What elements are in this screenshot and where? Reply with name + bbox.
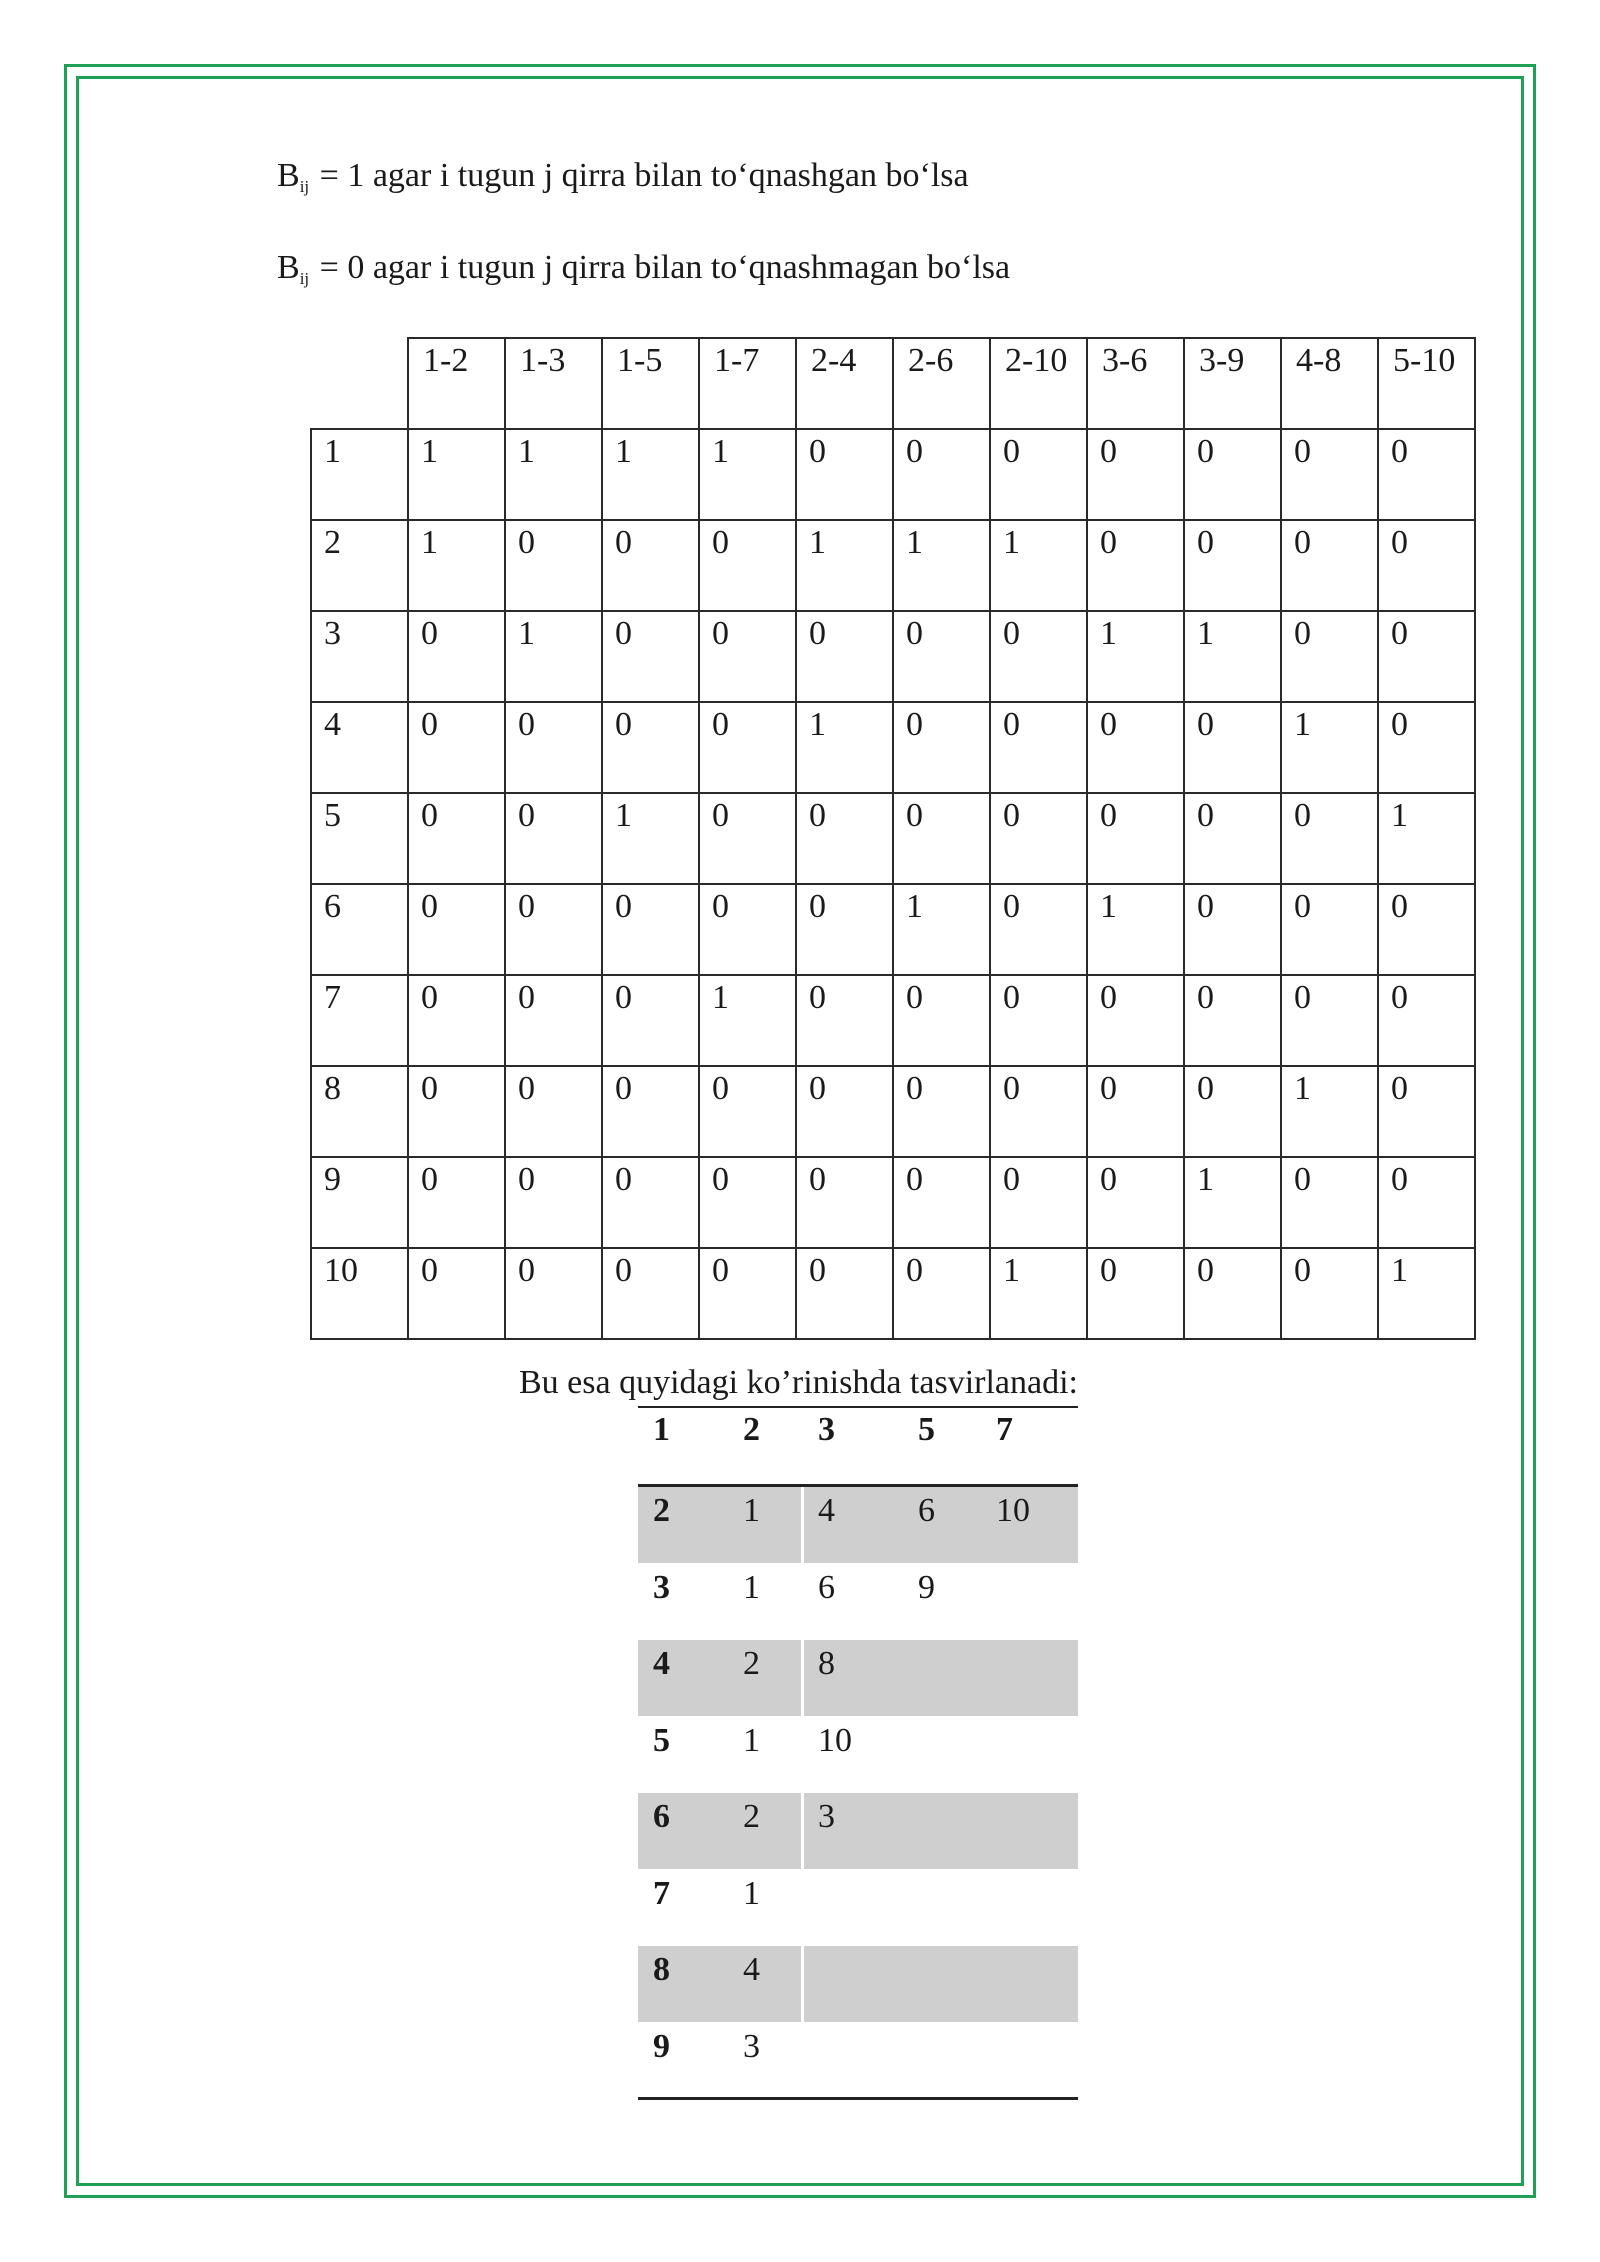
matrix-cell: 0 — [990, 975, 1087, 1066]
definition-line-1 — [277, 156, 969, 207]
matrix-cell: 0 — [1281, 1248, 1378, 1339]
adjacency-neighbor: 10 — [818, 1721, 852, 1759]
matrix-cell: 0 — [408, 1248, 505, 1339]
column-header: 1-7 — [699, 338, 796, 429]
column-header: 3-9 — [1184, 338, 1281, 429]
matrix-cell: 0 — [1281, 429, 1378, 520]
matrix-cell: 0 — [505, 1248, 602, 1339]
matrix-cell: 0 — [699, 793, 796, 884]
adjacency-neighbor: 1 — [743, 1492, 760, 1529]
adjacency-neighbor: 1 — [743, 1568, 760, 1606]
adjacency-node: 4 — [653, 1645, 670, 1682]
column-header: 2-10 — [990, 338, 1087, 429]
node-label: 9 — [311, 1157, 408, 1248]
incidence-row — [311, 975, 1475, 1066]
matrix-cell: 1 — [408, 429, 505, 520]
adjacency-neighbor: 8 — [818, 1645, 835, 1682]
ij-subscript: ij — [299, 269, 310, 288]
matrix-cell: 0 — [1184, 702, 1281, 793]
matrix-cell: 0 — [893, 611, 990, 702]
adjacency-node: 7 — [653, 1874, 670, 1912]
matrix-cell: 0 — [1378, 429, 1475, 520]
matrix-cell: 0 — [1184, 1248, 1281, 1339]
adjacency-row — [638, 1640, 1078, 1716]
matrix-cell: 0 — [602, 520, 699, 611]
adjacency-row — [638, 1717, 1078, 1793]
matrix-cell: 0 — [990, 702, 1087, 793]
matrix-cell: 0 — [1378, 520, 1475, 611]
matrix-cell: 0 — [1184, 1066, 1281, 1157]
matrix-cell: 1 — [1378, 1248, 1475, 1339]
definition-text: = 0 agar i tugun j qirra bilan to‘qnashmagan bo‘lsa — [311, 249, 1011, 286]
definition-text: = 1 agar i tugun j qirra bilan to‘qnashgan bo‘lsa — [311, 157, 969, 194]
matrix-cell: 0 — [1378, 611, 1475, 702]
matrix-cell: 1 — [796, 702, 893, 793]
matrix-cell: 0 — [505, 1157, 602, 1248]
matrix-cell: 1 — [408, 520, 505, 611]
matrix-cell: 0 — [602, 1157, 699, 1248]
adjacency-neighbor: 6 — [918, 1492, 935, 1529]
adjacency-node: 8 — [653, 1951, 670, 1988]
matrix-cell: 0 — [1281, 793, 1378, 884]
node-label: 3 — [311, 611, 408, 702]
adjacency-neighbor: 4 — [743, 1951, 760, 1988]
matrix-cell: 0 — [796, 975, 893, 1066]
incidence-row — [311, 702, 1475, 793]
matrix-cell: 0 — [990, 1157, 1087, 1248]
column-header: 3-6 — [1087, 338, 1184, 429]
adjacency-header-cell: 2 — [743, 1411, 760, 1448]
definition-line-2 — [277, 248, 1010, 299]
matrix-cell: 0 — [408, 793, 505, 884]
matrix-cell: 0 — [1281, 884, 1378, 975]
matrix-cell: 1 — [602, 793, 699, 884]
matrix-cell: 0 — [408, 1157, 505, 1248]
row-shade — [804, 1640, 1078, 1716]
matrix-cell: 0 — [796, 1066, 893, 1157]
matrix-cell: 0 — [602, 702, 699, 793]
matrix-cell: 0 — [1378, 1157, 1475, 1248]
matrix-cell: 1 — [893, 884, 990, 975]
matrix-cell: 1 — [1378, 793, 1475, 884]
adjacency-header-row — [638, 1406, 1078, 1482]
matrix-cell: 0 — [408, 884, 505, 975]
matrix-cell: 0 — [990, 429, 1087, 520]
matrix-cell: 0 — [1281, 1157, 1378, 1248]
incidence-row — [311, 429, 1475, 520]
matrix-cell: 0 — [1378, 884, 1475, 975]
matrix-cell: 0 — [505, 1066, 602, 1157]
incidence-row — [311, 520, 1475, 611]
matrix-cell: 1 — [602, 429, 699, 520]
matrix-cell: 1 — [796, 520, 893, 611]
matrix-cell: 0 — [796, 429, 893, 520]
matrix-cell: 0 — [408, 611, 505, 702]
column-header: 5-10 — [1378, 338, 1475, 429]
matrix-cell: 0 — [1087, 429, 1184, 520]
matrix-cell: 1 — [990, 520, 1087, 611]
adjacency-node: 3 — [653, 1568, 670, 1606]
matrix-cell: 0 — [1087, 793, 1184, 884]
node-label: 6 — [311, 884, 408, 975]
matrix-cell: 0 — [1184, 793, 1281, 884]
matrix-cell: 0 — [796, 884, 893, 975]
column-header: 4-8 — [1281, 338, 1378, 429]
matrix-cell: 0 — [893, 1157, 990, 1248]
matrix-cell: 0 — [1087, 702, 1184, 793]
adjacency-header-cell: 3 — [818, 1411, 835, 1448]
column-header: 1-5 — [602, 338, 699, 429]
caption: Bu esa quyidagi ko’rinishda tasvirlanadi: — [519, 1364, 1078, 1401]
node-label: 1 — [311, 429, 408, 520]
node-label: 8 — [311, 1066, 408, 1157]
adjacency-row — [638, 1487, 1078, 1563]
adjacency-header-cell: 5 — [918, 1411, 935, 1448]
matrix-cell: 0 — [699, 611, 796, 702]
incidence-row — [311, 793, 1475, 884]
adjacency-node: 9 — [653, 2027, 670, 2065]
matrix-cell: 0 — [1184, 884, 1281, 975]
adjacency-node: 5 — [653, 1721, 670, 1759]
incidence-row — [311, 1066, 1475, 1157]
matrix-cell: 0 — [796, 793, 893, 884]
matrix-cell: 1 — [505, 611, 602, 702]
ij-subscript: ij — [299, 177, 310, 196]
incidence-row — [311, 1157, 1475, 1248]
row-shade — [804, 1487, 1078, 1563]
column-header: 2-4 — [796, 338, 893, 429]
matrix-cell: 0 — [893, 975, 990, 1066]
incidence-header-row — [311, 338, 1475, 429]
matrix-cell: 0 — [990, 884, 1087, 975]
bottom-rule — [638, 2097, 1078, 2100]
adjacency-neighbor: 2 — [743, 1645, 760, 1682]
matrix-cell: 0 — [1087, 1248, 1184, 1339]
matrix-cell: 0 — [1378, 975, 1475, 1066]
matrix-cell: 0 — [1281, 520, 1378, 611]
matrix-cell: 0 — [1378, 1066, 1475, 1157]
matrix-cell: 0 — [505, 702, 602, 793]
adjacency-node: 6 — [653, 1798, 670, 1835]
column-header: 1-2 — [408, 338, 505, 429]
corner-cell — [311, 338, 408, 429]
matrix-cell: 1 — [1184, 1157, 1281, 1248]
adjacency-neighbor: 1 — [743, 1874, 760, 1912]
matrix-cell: 0 — [505, 884, 602, 975]
matrix-cell: 0 — [602, 611, 699, 702]
incidence-matrix-table — [310, 337, 1476, 1340]
matrix-cell: 1 — [1087, 611, 1184, 702]
matrix-cell: 0 — [893, 1248, 990, 1339]
matrix-cell: 0 — [699, 1157, 796, 1248]
adjacency-row — [638, 1793, 1078, 1869]
matrix-cell: 0 — [505, 520, 602, 611]
matrix-cell: 0 — [699, 884, 796, 975]
matrix-cell: 1 — [1087, 884, 1184, 975]
matrix-cell: 0 — [893, 1066, 990, 1157]
matrix-cell: 0 — [1378, 702, 1475, 793]
node-label: 2 — [311, 520, 408, 611]
matrix-cell: 0 — [699, 520, 796, 611]
matrix-cell: 0 — [1184, 520, 1281, 611]
row-shade — [804, 1946, 1078, 2022]
matrix-cell: 0 — [990, 611, 1087, 702]
adjacency-header-cell: 7 — [996, 1411, 1013, 1448]
matrix-cell: 1 — [1281, 1066, 1378, 1157]
adjacency-neighbor: 4 — [818, 1492, 835, 1529]
matrix-cell: 0 — [893, 793, 990, 884]
node-label: 5 — [311, 793, 408, 884]
matrix-cell: 0 — [796, 1157, 893, 1248]
node-label: 7 — [311, 975, 408, 1066]
adjacency-neighbor: 3 — [743, 2027, 760, 2065]
matrix-cell: 0 — [1281, 611, 1378, 702]
matrix-cell: 0 — [1087, 975, 1184, 1066]
adjacency-neighbor: 1 — [743, 1721, 760, 1759]
matrix-cell: 0 — [990, 1066, 1087, 1157]
matrix-cell: 0 — [699, 1066, 796, 1157]
adjacency-row — [638, 1946, 1078, 2022]
b-variable: B — [277, 157, 300, 194]
matrix-cell: 0 — [699, 702, 796, 793]
adjacency-node: 2 — [653, 1492, 670, 1529]
matrix-cell: 0 — [1281, 975, 1378, 1066]
node-label: 10 — [311, 1248, 408, 1339]
incidence-row — [311, 611, 1475, 702]
matrix-cell: 0 — [893, 429, 990, 520]
adjacency-row — [638, 2023, 1078, 2099]
column-header: 1-3 — [505, 338, 602, 429]
incidence-row — [311, 1248, 1475, 1339]
row-shade — [804, 1793, 1078, 1869]
column-header: 2-6 — [893, 338, 990, 429]
adjacency-neighbor: 2 — [743, 1798, 760, 1835]
matrix-cell: 1 — [990, 1248, 1087, 1339]
adjacency-neighbor: 9 — [918, 1568, 935, 1606]
matrix-cell: 0 — [408, 1066, 505, 1157]
matrix-cell: 0 — [505, 975, 602, 1066]
adjacency-row — [638, 1564, 1078, 1640]
matrix-cell: 1 — [699, 975, 796, 1066]
matrix-cell: 0 — [990, 793, 1087, 884]
matrix-cell: 1 — [505, 429, 602, 520]
matrix-cell: 0 — [893, 702, 990, 793]
matrix-cell: 0 — [505, 793, 602, 884]
adjacency-neighbor: 6 — [818, 1568, 835, 1606]
matrix-cell: 1 — [1281, 702, 1378, 793]
adjacency-neighbor: 10 — [996, 1492, 1030, 1529]
node-label: 4 — [311, 702, 408, 793]
matrix-cell: 1 — [893, 520, 990, 611]
matrix-cell: 1 — [1184, 611, 1281, 702]
matrix-cell: 0 — [796, 1248, 893, 1339]
matrix-cell: 0 — [1184, 429, 1281, 520]
matrix-cell: 0 — [602, 975, 699, 1066]
adjacency-row — [638, 1870, 1078, 1946]
matrix-cell: 0 — [408, 975, 505, 1066]
matrix-cell: 0 — [602, 884, 699, 975]
incidence-row — [311, 884, 1475, 975]
matrix-cell: 0 — [1087, 1157, 1184, 1248]
b-variable: B — [277, 249, 300, 286]
matrix-cell: 0 — [408, 702, 505, 793]
matrix-cell: 0 — [1184, 975, 1281, 1066]
adjacency-header-cell: 1 — [653, 1411, 670, 1448]
matrix-cell: 0 — [602, 1248, 699, 1339]
matrix-cell: 0 — [602, 1066, 699, 1157]
matrix-cell: 0 — [796, 611, 893, 702]
adjacency-neighbor: 3 — [818, 1798, 835, 1835]
matrix-cell: 0 — [1087, 1066, 1184, 1157]
matrix-cell: 0 — [1087, 520, 1184, 611]
matrix-cell: 1 — [699, 429, 796, 520]
matrix-cell: 0 — [699, 1248, 796, 1339]
